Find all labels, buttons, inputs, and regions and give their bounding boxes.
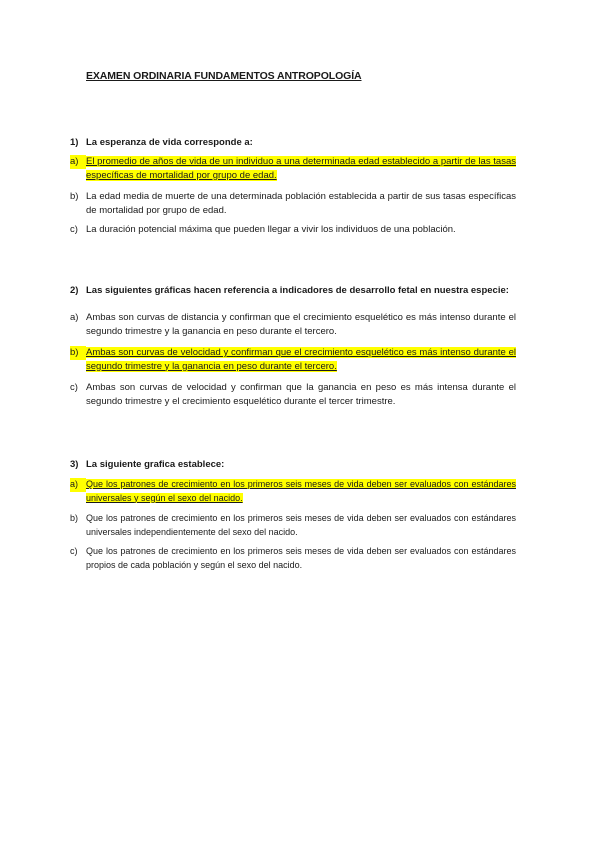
question-number: 3) <box>70 459 79 470</box>
option-text: Que los patrones de crecimiento en los primeros seis meses de vida deben ser evaluados con estándares propios de cada población y según el sexo del nacido. <box>86 546 516 570</box>
question-1-option-a <box>70 155 516 182</box>
question-1-option-c <box>70 223 516 237</box>
option-text: Ambas son curvas de distancia y confirman que el crecimiento esquelético es más intenso durante el segundo trimestre y la ganancia en peso durante el tercero. <box>86 312 516 337</box>
question-3 <box>70 459 516 470</box>
question-3-option-c <box>70 545 516 572</box>
question-1 <box>70 137 516 148</box>
option-letter: c) <box>70 224 78 235</box>
question-number: 2) <box>70 285 79 296</box>
question-text: La esperanza de vida corresponde a: <box>86 137 253 148</box>
option-text: Que los patrones de crecimiento en los primeros seis meses de vida deben ser evaluados con estándares universales independientemente del sexo del nacido. <box>86 513 516 537</box>
option-text: La duración potencial máxima que pueden llegar a vivir los individuos de una población. <box>86 224 456 235</box>
option-letter: a) <box>70 478 86 492</box>
option-letter: b) <box>70 191 79 202</box>
question-3-option-a <box>70 478 516 505</box>
question-2-option-c <box>70 381 516 408</box>
question-2 <box>70 285 516 296</box>
option-letter: b) <box>70 346 86 360</box>
option-letter: c) <box>70 546 78 556</box>
question-text: Las siguientes gráficas hacen referencia a indicadores de desarrollo fetal en nuestra especie: <box>86 285 509 296</box>
question-2-option-a <box>70 311 516 338</box>
option-text: Que los patrones de crecimiento en los primeros seis meses de vida deben ser evaluados con estándares universales y según el sexo del nacido. <box>86 479 516 503</box>
question-1-option-b <box>70 190 516 217</box>
question-text: La siguiente grafica establece: <box>86 459 225 470</box>
question-2-option-b <box>70 346 516 373</box>
option-letter: b) <box>70 513 79 523</box>
option-letter: a) <box>70 312 79 323</box>
question-3-option-b <box>70 512 516 539</box>
option-letter: c) <box>70 382 78 393</box>
option-letter: a) <box>70 155 86 169</box>
option-text: La edad media de muerte de una determinada población establecida a partir de sus tasas específicas de mortalidad por grupo de edad. <box>86 191 516 216</box>
option-text: El promedio de años de vida de un individuo a una determinada edad establecido a partir de las tasas específicas de mortalidad por grupo de edad. <box>86 156 516 181</box>
option-text: Ambas son curvas de velocidad y confirman que la ganancia en peso es más intensa durante el segundo trimestre y el crecimiento esquelético durante el tercer trimestre. <box>86 382 516 407</box>
question-number: 1) <box>70 137 79 148</box>
exam-title: EXAMEN ORDINARIA FUNDAMENTOS ANTROPOLOGÍA <box>86 70 362 82</box>
option-text: Ambas son curvas de velocidad y confirman que el crecimiento esquelético es más intenso durante el segundo trimestre y la ganancia en peso durante el tercero. <box>86 347 516 372</box>
